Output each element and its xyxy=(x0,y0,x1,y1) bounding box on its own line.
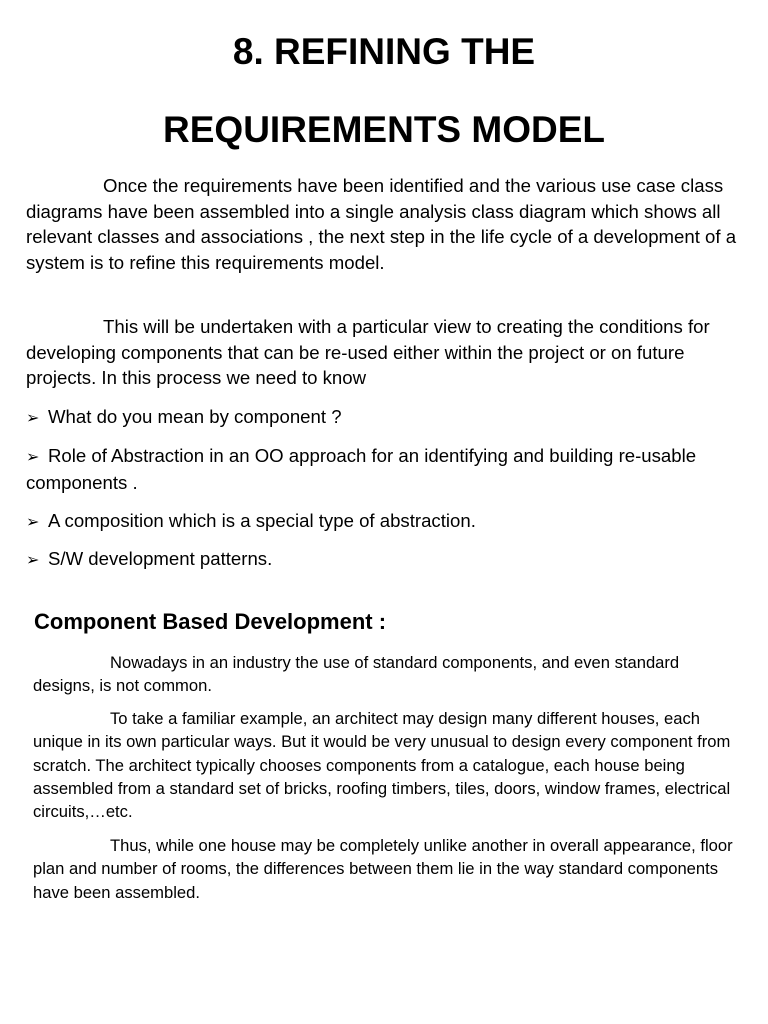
bullet-item-4-text: S/W development patterns. xyxy=(48,548,273,569)
arrow-bullet-icon: ➢ xyxy=(26,512,40,531)
section-paragraph-1-text: Nowadays in an industry the use of standard components, and even standard designs, is not common. xyxy=(33,653,680,696)
section-heading: Component Based Development : xyxy=(34,609,387,634)
intro-paragraph-1 xyxy=(26,173,738,275)
bullet-item-3 xyxy=(26,508,738,535)
intro-paragraph-2-text: This will be undertaken with a particular view to creating the conditions for developing components that can be re-used either within the project or on future projects. In this process we need to know xyxy=(26,316,710,388)
bullet-item-3-text: A composition which is a special type of abstraction. xyxy=(48,510,476,531)
arrow-bullet-icon: ➢ xyxy=(26,447,40,466)
bullet-item-1-text: What do you mean by component ? xyxy=(48,406,342,427)
bullet-item-2 xyxy=(26,443,738,495)
bullet-item-4 xyxy=(26,546,738,573)
bullet-item-1 xyxy=(26,404,738,431)
arrow-bullet-icon: ➢ xyxy=(26,550,40,569)
page-title-line-1: 8. REFINING THE xyxy=(232,31,536,72)
intro-paragraph-2 xyxy=(26,314,738,391)
section-paragraph-2-text: To take a familiar example, an architect may design many different houses, each unique in its own particular ways. But it would be very unusual to design every component from scratch. The architect typically chooses components from a catalogue, each house being assembled from a standard set of bricks, roofing timbers, tiles, doors, window frames, electrical circuits,…etc. xyxy=(33,709,731,822)
section-paragraph-3 xyxy=(33,834,745,904)
section-paragraph-2 xyxy=(33,707,745,823)
section-paragraph-3-text: Thus, while one house may be completely unlike another in overall appearance, floor plan and number of rooms, the differences between them lie in the way standard components have been assembled. xyxy=(33,836,733,902)
intro-paragraph-1-text: Once the requirements have been identified and the various use case class diagrams have been assembled into a single analysis class diagram which shows all relevant classes and associations , the next step in the life cycle of a development of a system is to refine this requirements model. xyxy=(26,175,737,273)
arrow-bullet-icon: ➢ xyxy=(26,408,40,427)
page-title-line-2: REQUIREMENTS MODEL xyxy=(163,109,605,150)
bullet-item-2-text: Role of Abstraction in an OO approach for an identifying and building re-usable components . xyxy=(26,445,697,493)
section-paragraph-1 xyxy=(33,651,745,698)
